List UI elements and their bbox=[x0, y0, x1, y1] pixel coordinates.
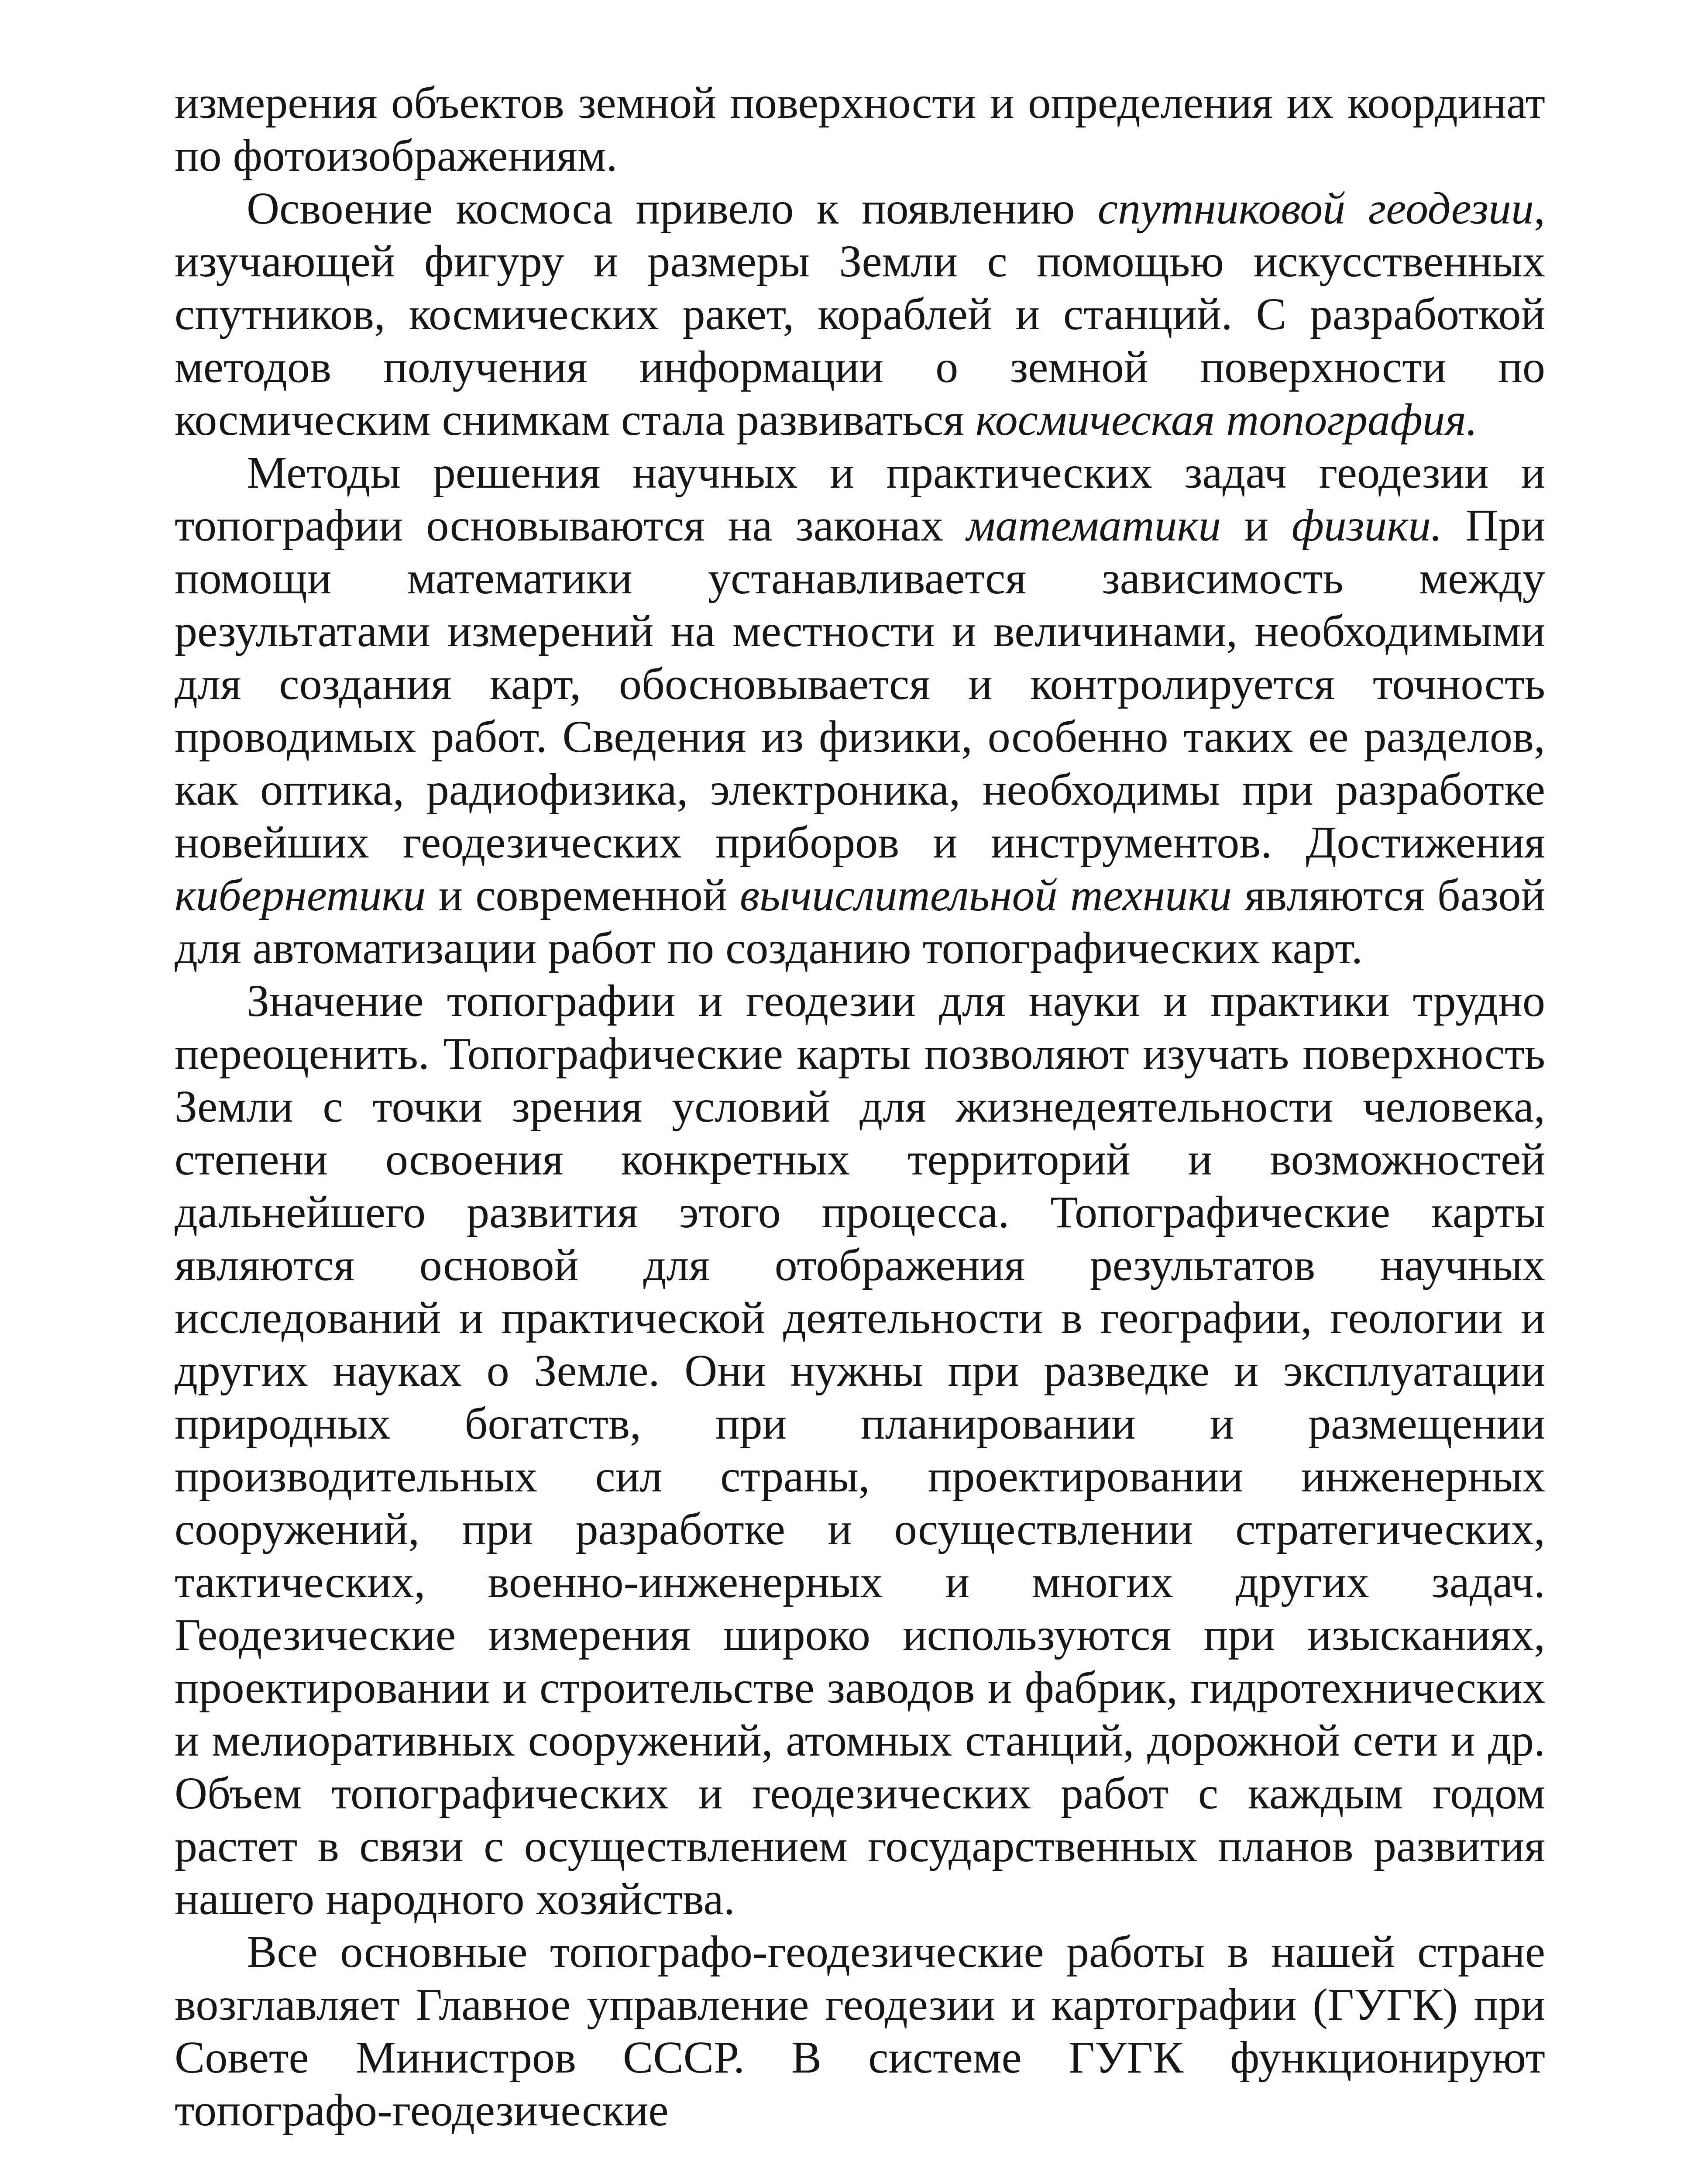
body-text bbox=[175, 76, 1545, 2137]
paragraph bbox=[175, 182, 1545, 446]
text-run: , изучающей фигуру и размеры Земли с помощью искусственных спутников, космических ракет, кораблей и станций. С разработкой методов получения информации о земной поверхности по космическим снимкам стала развиваться bbox=[175, 183, 1545, 445]
paragraph bbox=[175, 446, 1545, 974]
text-run: являются базой для автоматизации работ по созданию топографических карт. bbox=[175, 870, 1545, 973]
text-run: Все основные топографо-геодезические работы в нашей стране возглавляет Главное управление геодезии и картографии (ГУГК) при Совете Министров СССР. В системе ГУГК функционируют топографо-геодезические bbox=[175, 1927, 1545, 2135]
italic-term: физики. bbox=[1292, 500, 1443, 551]
text-run: Методы решения научных и практических задач геодезии и топографии основываются на законах bbox=[175, 448, 1545, 551]
paragraph bbox=[175, 974, 1545, 1925]
book-page bbox=[175, 76, 1545, 2183]
text-run: и bbox=[1221, 500, 1292, 551]
italic-term: математики bbox=[966, 500, 1221, 551]
paragraph bbox=[175, 1925, 1545, 2137]
italic-term: спутниковой геодезии bbox=[1097, 183, 1534, 234]
italic-term: космическая топография. bbox=[975, 395, 1478, 445]
text-run: измерения объектов земной поверхности и определения их координат по фотоизображениям. bbox=[175, 78, 1545, 181]
italic-term: кибернетики bbox=[175, 870, 426, 920]
text-run: При помощи математики устанавливается зависимость между результатами измерений на местности и величинами, необходимыми для создания карт, обосновывается и контролируется точность проводимых работ. Сведения из физики, особенно таких ее разделов, как оптика, радиофизика, электроника, необходимы при разработке новейших геодезических приборов и инструментов. Достижения bbox=[175, 500, 1545, 868]
text-run: Освоение космоса привело к появлению bbox=[247, 183, 1098, 234]
text-run: и современной bbox=[426, 870, 740, 920]
paragraph bbox=[175, 76, 1545, 182]
text-run: Значение топографии и геодезии для науки и практики трудно переоценить. Топографические карты позволяют изучать поверхность Земли с точки зрения условий для жизнедеятельности человека, степени освоения конкретных территорий и возможностей дальнейшего развития этого процесса. Топографические карты являются основой для отображения результатов научных исследований и практической деятельности в географии, геологии и других науках о Земле. Они нужны при разведке и эксплуатации природных богатств, при планировании и размещении производительных сил страны, проектировании инженерных сооружений, при разработке и осуществлении стратегических, тактических, военно-инженерных и многих других задач. Геодезические измерения широко используются при изысканиях, проектировании и строительстве заводов и фабрик, гидротехнических и мелиоративных сооружений, атомных станций, дорожной сети и др. Объем топографических и геодезических работ с каждым годом растет в связи с осуществлением государственных планов развития нашего народного хозяйства. bbox=[175, 976, 1545, 1924]
italic-term: вычислительной техники bbox=[739, 870, 1232, 920]
